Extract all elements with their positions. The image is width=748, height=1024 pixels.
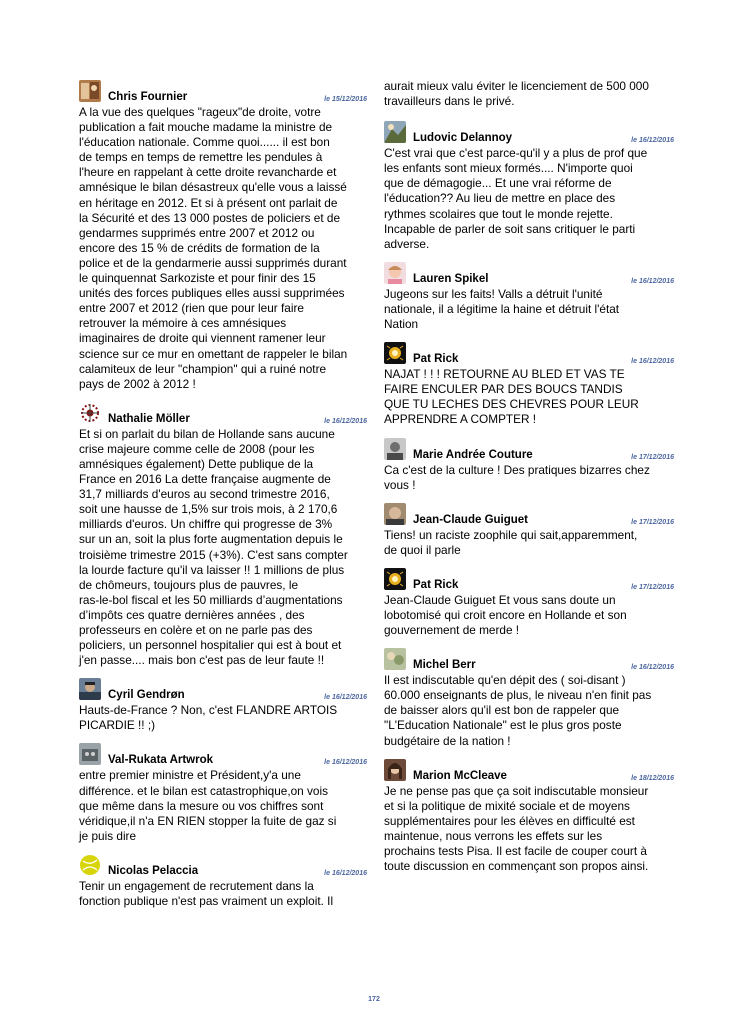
avatar[interactable] <box>384 648 406 670</box>
avatar[interactable] <box>384 438 406 460</box>
comment-author[interactable]: Cyril Gendrøn <box>108 689 185 702</box>
comment-author[interactable]: Lauren Spikel <box>413 272 489 285</box>
comment <box>79 402 367 669</box>
avatar[interactable] <box>79 678 101 700</box>
comment-text: C'est vrai que c'est parce-qu'il y a plus de prof que les enfants sont mieux formés.... N'importe quoi que de démagogie... Et une vrai réforme de l'éducation?? Au lieu de mettre en place des rythmes scolaires que tout le monde rejette. Incapable de parler de soit sans critiquer le parti adverse. <box>384 146 648 251</box>
comment-date: le 16/12/2016 <box>324 417 367 425</box>
comment-text: Je ne pense pas que ça soit indiscutable monsieur et si la politique de mixité sociale et de moyens supplémentaires pour les élèves en difficulté est maintenue, nous verrons les effets sur les prochains tests Pisa. Il est facile de couper court à toute discussion en commençant son propos ainsi. <box>384 783 649 874</box>
comments-column-left <box>79 80 367 919</box>
comment-date: le 17/12/2016 <box>631 518 674 526</box>
comment-text: Et si on parlait du bilan de Hollande sans aucune crise majeure comme celle de 2008 (pour les amnésiques également) Dette publique de la France en 2016 La dette française augmente de 31,7 milliards d'euros au second trimestre 2016, soit une hausse de 1,5% sur trois mois, à 2 170,6 milliards d'euros. Un chiffre qui progresse de 3% sur un an, soit la plus forte augmentation depuis le troisième trimestre 2015 (+3%). C'est sans compter la lourde facture qu'il va laisser !! 1 millions de plus de chômeurs, toujours plus de pauvres, le ras-le-bol fiscal et les 50 milliards d’augmentations d’impôts ces quatre dernières années , des professeurs en colère et on ne parle pas des policiers, un personnel hospitalier qui est à bout et j'en passe.... mais bon c'est pas de leur faute !! <box>79 426 348 668</box>
comment-author[interactable]: Chris Fournier <box>108 91 188 103</box>
avatar[interactable] <box>79 743 101 765</box>
comment-date: le 17/12/2016 <box>631 583 674 591</box>
comment-author[interactable]: Jean-Claude Guiguet <box>413 513 529 526</box>
avatar[interactable] <box>79 402 101 424</box>
comment <box>384 759 674 875</box>
comment-text: Il est indiscutable qu'en dépit des ( soi-disant ) 60.000 enseignants de plus, le niveau n'en finit pas de baisser alors qu'il est bon de rappeler que "L'Education Nationale" est le plus gros poste budgétaire de la nation ! <box>384 673 652 748</box>
comment <box>79 80 367 392</box>
comment-date: le 17/12/2016 <box>631 453 674 461</box>
comment <box>79 743 367 843</box>
comment-text: Jean-Claude Guiguet Et vous sans doute un lobotomisé qui croit encore en Hollande et son gouvernement de merde ! <box>384 592 627 638</box>
comment-text: Tiens! un raciste zoophile qui sait,apparemment, de quoi il parle <box>384 527 638 557</box>
comment-date: le 18/12/2016 <box>631 774 674 782</box>
comment <box>79 854 367 909</box>
avatar[interactable] <box>384 568 406 590</box>
comment <box>384 121 674 252</box>
comment-text: entre premier ministre et Président,y'a une différence. et le bilan est catastrophique,on vois que même dans la mesure ou vos chiffres sont véridique,il n'a EN RIEN stopper la fuite de gaz si je puis dire <box>79 768 337 843</box>
comment-text: Tenir un engagement de recrutement dans la fonction publique n'est pas vraiment un exploit. Il <box>79 878 334 909</box>
comment-text: A la vue des quelques "rageux"de droite, votre publication a fait mouche madame la ministre de l'éducation nationale. Comme quoi...... il est bon de temps en temps de remettre les pendules à l'heure en rappelant à cette droite revancharde et amnésique le bilan désastreux qu'elle vous a laissé en héritage en 2012. Et si à présent ont parlait de la Sécurité et des 13 000 postes de policiers et de gendarmes supprimés entre 2007 et 2012 ou encore des 15 % de crédits de formation de la police et de la gendarmerie aussi supprimés durant le quinquennat Sarkoziste et pour finir des 15 unités des forces publiques elles aussi supprimées entre 2007 et 2012 (rien que pour leur faire retrouver la mémoire à ces amnésiques imaginaires de droite qui viennent ramener leur science sur ce mur en omettant de rappeler le bilan calamiteux de leur "champion" qui a ruiné notre pays de 2002 à 2012 ! <box>79 105 348 391</box>
comment <box>384 262 674 332</box>
comment-author[interactable]: Marion McCleave <box>413 769 507 782</box>
comment-text: NAJAT ! ! ! RETOURNE AU BLED ET VAS TE FAIRE ENCULER PAR DES BOUCS TANDIS QUE TU LECHES DES CHEVRES POUR LEUR APPRENDRE A COMPTER ! <box>384 367 639 427</box>
comment-text: Jugeons sur les faits! Valls a détruit l'unité nationale, il a légitime la haine et détruit l'état Nation <box>384 286 620 332</box>
comment-text: Hauts-de-France ? Non, c'est FLANDRE ARTOIS PICARDIE !! ;) <box>79 703 338 733</box>
comment-text: Ca c'est de la culture ! Des pratiques bizarres chez vous ! <box>384 462 650 492</box>
comment-author[interactable]: Michel Berr <box>413 659 476 672</box>
comment-date: le 16/12/2016 <box>631 358 674 366</box>
comment-date: le 16/12/2016 <box>324 759 367 767</box>
comment <box>384 503 674 558</box>
comment <box>384 648 674 748</box>
avatar[interactable] <box>384 759 406 781</box>
comment-date: le 16/12/2016 <box>324 869 367 877</box>
comment <box>384 342 674 427</box>
avatar[interactable] <box>79 854 101 876</box>
comment-author[interactable]: Ludovic Delannoy <box>413 132 513 145</box>
comment-author[interactable]: Pat Rick <box>413 578 459 591</box>
comment-author[interactable]: Val-Rukata Artwrok <box>108 754 214 767</box>
comment <box>79 678 367 733</box>
comment-date: le 16/12/2016 <box>631 277 674 285</box>
page-number: 172 <box>368 996 380 1003</box>
comment-date: le 16/12/2016 <box>631 664 674 672</box>
comment <box>384 568 674 638</box>
comment-continuation: aurait mieux valu éviter le licenciement de 500 000 travailleurs dans le privé. <box>384 79 649 109</box>
avatar[interactable] <box>384 262 406 284</box>
comment-author[interactable]: Marie Andrée Couture <box>413 448 533 461</box>
avatar[interactable] <box>384 342 406 364</box>
avatar[interactable] <box>384 121 406 143</box>
avatar[interactable] <box>79 80 101 102</box>
comment-author[interactable]: Nathalie Möller <box>108 412 190 425</box>
comment-author[interactable]: Pat Rick <box>413 353 459 366</box>
avatar[interactable] <box>384 503 406 525</box>
comment-date: le 16/12/2016 <box>631 137 674 145</box>
comment-author[interactable]: Nicolas Pelaccia <box>108 864 199 877</box>
comment-date: le 16/12/2016 <box>324 694 367 702</box>
comment-date: le 15/12/2016 <box>324 96 367 103</box>
comment <box>384 438 674 493</box>
comments-column-right <box>384 79 674 884</box>
